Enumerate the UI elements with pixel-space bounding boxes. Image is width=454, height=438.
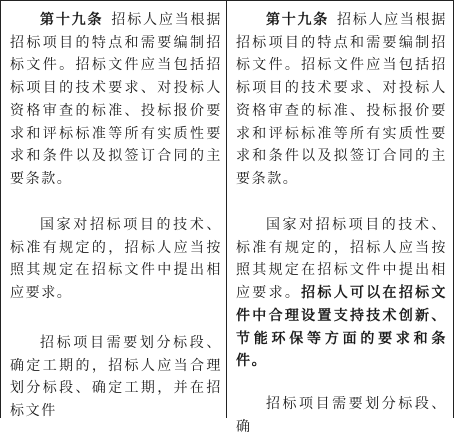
- original-text-column: [1, 1, 227, 418]
- article-19-paragraph-3: [10, 332, 222, 423]
- article-number: 第十九条: [266, 12, 329, 28]
- article-19-paragraph-3: [236, 393, 447, 438]
- added-provision-text: 招标人可以在招标文件中合理设置支持技术创新、节能环保等方面的要求和条件。: [236, 285, 447, 370]
- paragraph-text: 招标人应当根据招标项目的特点和需要编制招标文件。招标文件应当包括招标项目的技术要求、对投标人资格审查的标准、投标报价要求和评标标准等所有实质性要求和条件以及拟签订合同的主要条款。: [10, 12, 222, 187]
- paragraph-text: 招标项目需要划分标段、确: [236, 396, 447, 435]
- article-19-paragraph-2: [236, 214, 447, 373]
- paragraph-text: 国家对招标项目的技术、标准有规定的，招标人应当按照其规定在招标文件中提出相应要求。: [10, 217, 222, 302]
- revised-text-column: [227, 1, 453, 435]
- paragraph-text: 招标人应当根据招标项目的特点和需要编制招标文件。招标文件应当包括招标项目的技术要求、对投标人资格审查的标准、投标报价要求和评标标准等所有实质性要求和条件以及拟签订合同的主要条款。: [236, 12, 448, 187]
- paragraph-text: 招标项目需要划分标段、确定工期的，招标人应当合理划分标段、确定工期，并在招标文件: [10, 335, 222, 420]
- article-19-paragraph-1: [236, 9, 447, 191]
- paragraph-text: 国家对招标项目的技术、标准有规定的，招标人应当按照其规定在招标文件中提出相应要求。: [236, 217, 447, 302]
- article-19-paragraph-1: [10, 9, 222, 191]
- article-19-paragraph-2: [10, 214, 222, 305]
- article-number: 第十九条: [40, 12, 104, 28]
